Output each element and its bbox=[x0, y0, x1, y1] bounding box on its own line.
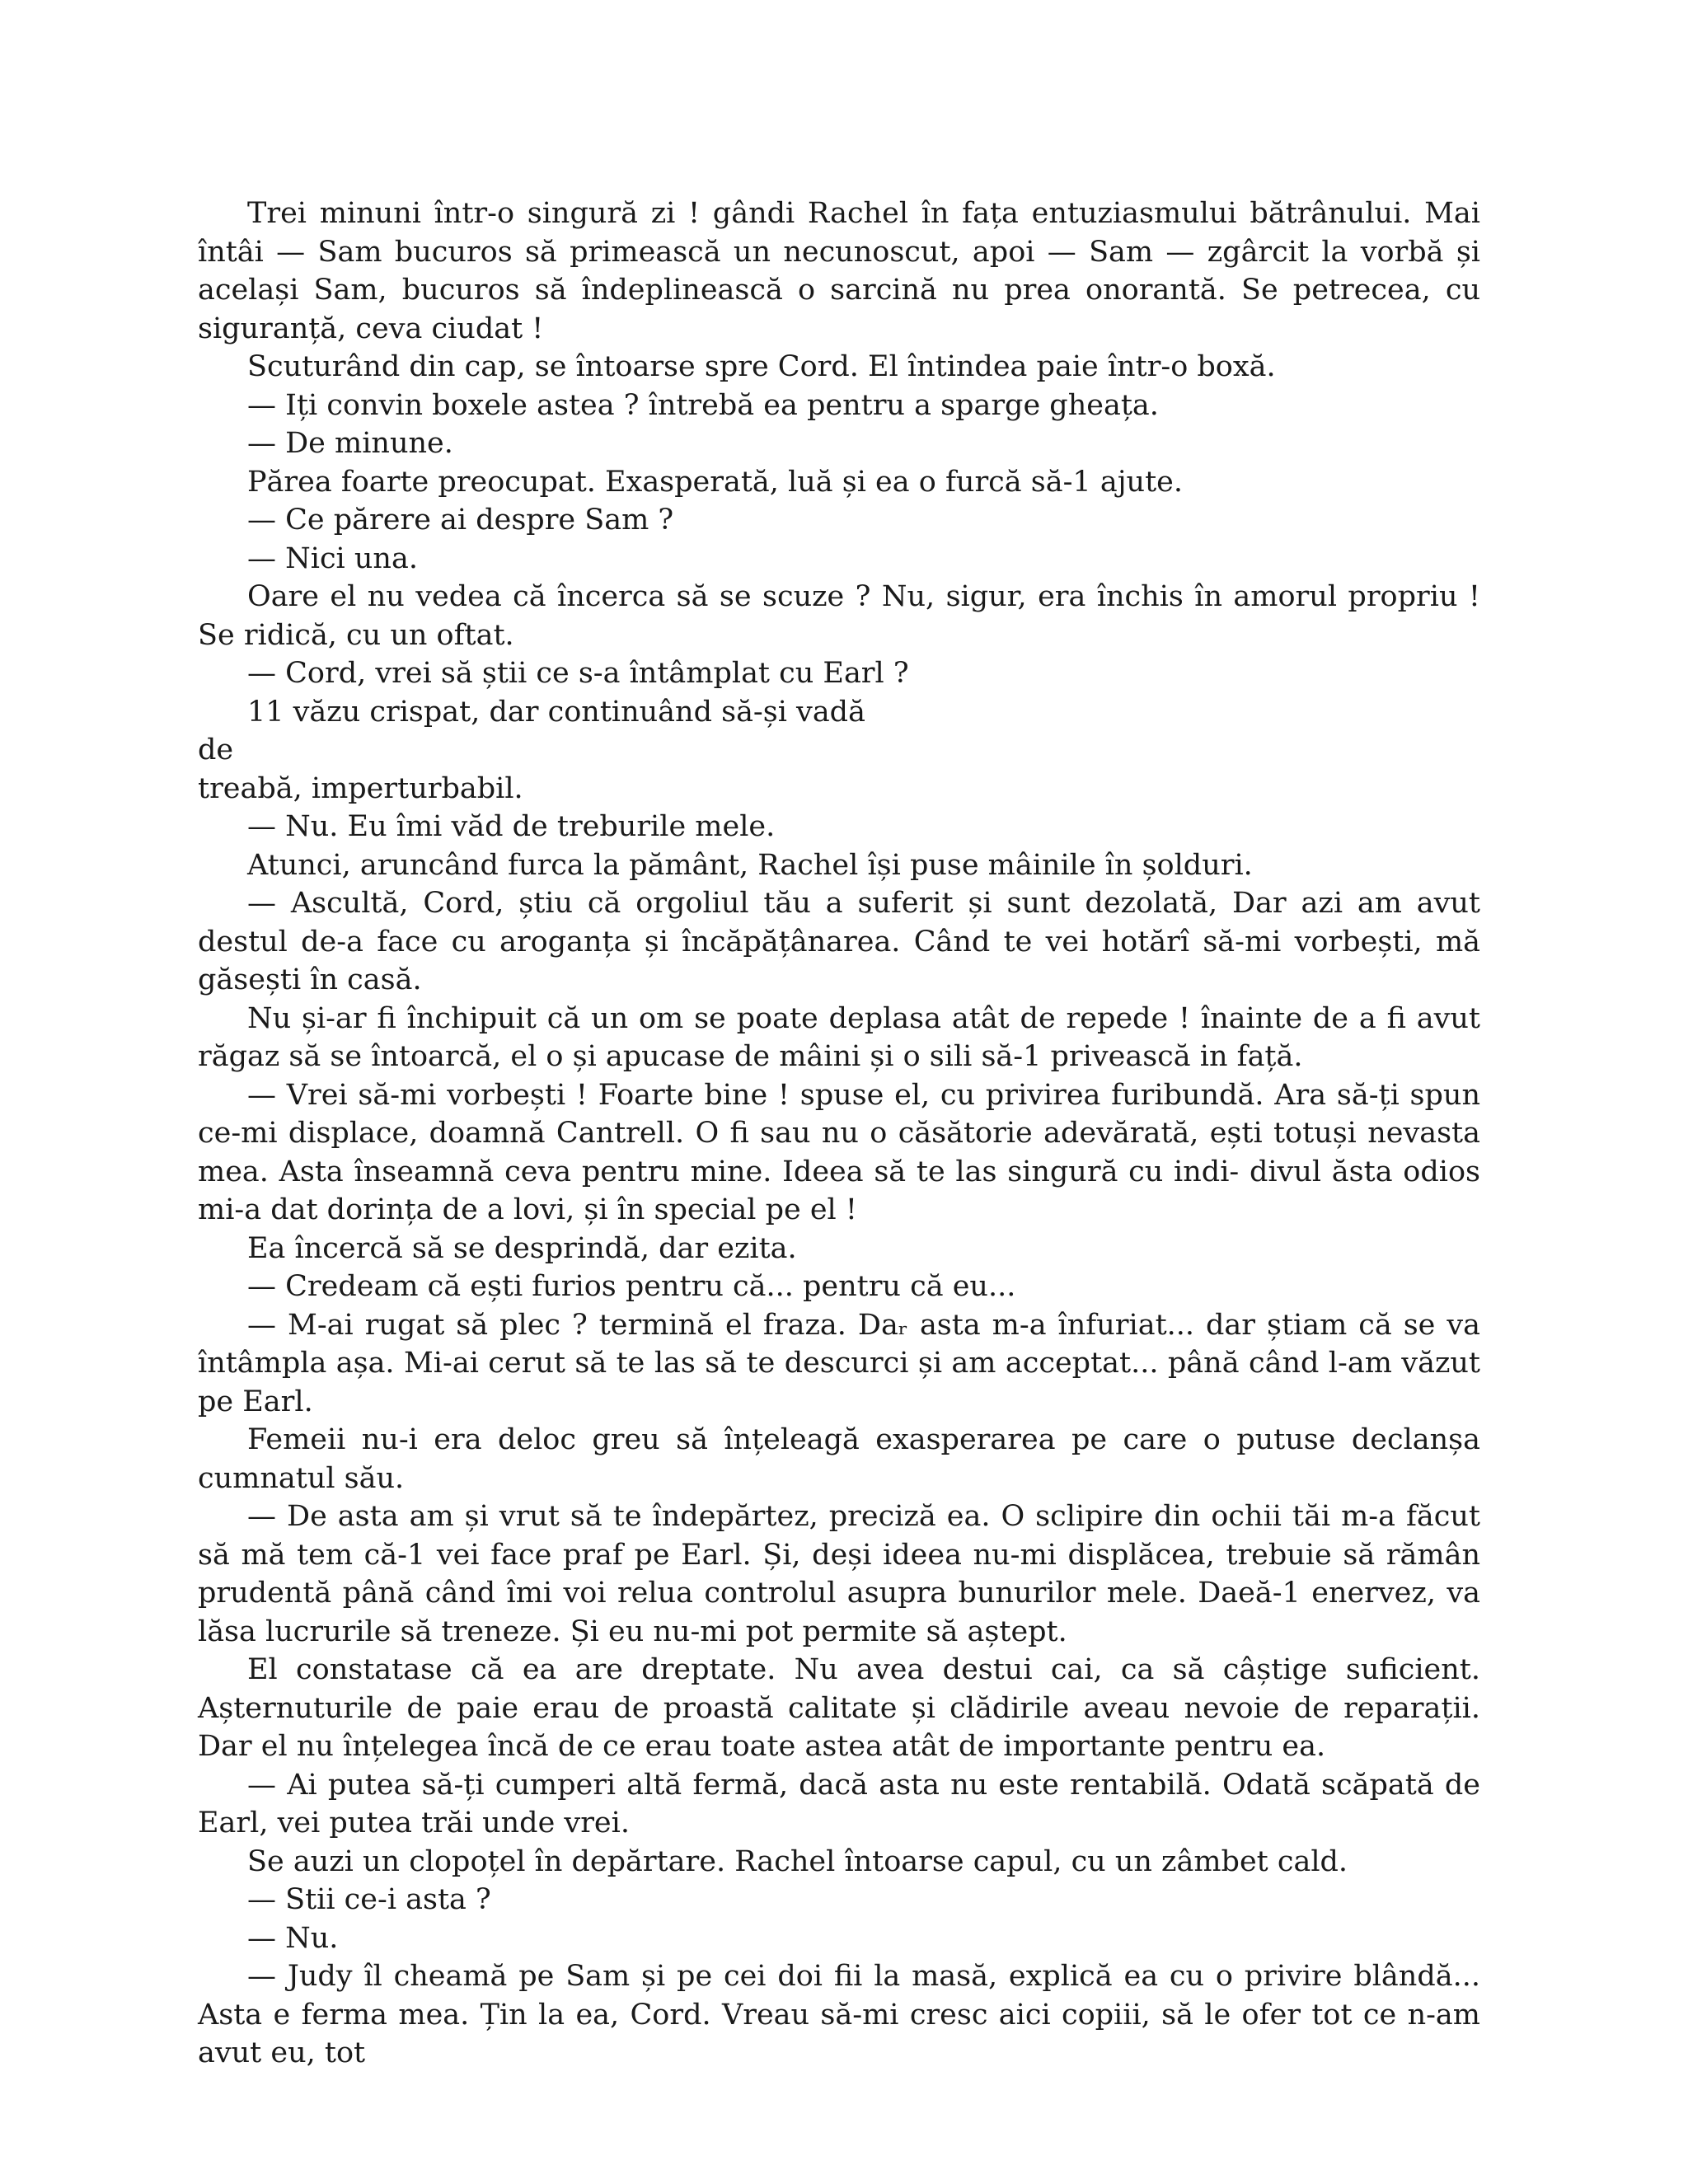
dialogue-line: — Nici una. bbox=[247, 541, 418, 575]
paragraph: Se auzi un clopoțel în depărtare. Rachel întoarse capul, cu un zâmbet cald. bbox=[247, 1844, 1348, 1878]
dialogue-line: — Stii ce-i asta ? bbox=[247, 1883, 491, 1916]
dialogue-line: — M-ai rugat să plec ? termină el fraza. Daᵣ asta m-a înfuriat... dar știam că se va întâmpla așa. Mi-ai cerut să te las să te descurci și am acceptat... până când l-am văzut pe Earl. bbox=[198, 1308, 1480, 1418]
dialogue-line: — Vrei să-mi vorbești ! Foarte bine ! spuse el, cu privirea furibundă. Ara să-ți spun ce-mi displace, doamnă Cantrell. O fi sau nu o căsătorie adevărată, ești totuși nevasta mea. Asta înseamnă ceva pentru mine. Ideea să te las singură cu indi- divul ăsta odios mi-a dat dorința de a lovi, și în special pe el ! bbox=[198, 1078, 1480, 1226]
paragraph: Părea foarte preocupat. Exasperată, luă și ea o furcă să-1 ajute. bbox=[247, 465, 1183, 499]
paragraph: Oare el nu vedea că încerca să se scuze ? Nu, sigur, era închis în amorul propriu ! Se ridică, cu un oftat. bbox=[198, 580, 1480, 652]
paragraph: Femeii nu-i era deloc greu să înțeleagă exasperarea pe care o putuse declanșa cumnatul său. bbox=[198, 1423, 1480, 1495]
paragraph: El constatase că ea are dreptate. Nu avea destui cai, ca să câștige suficient. Așternuturile de paie erau de proastă calitate și clădirile aveau nevoie de reparații. Dar el nu înțelegea încă de ce erau toate astea atât de importante pentru ea. bbox=[198, 1653, 1480, 1763]
paragraph: Ea încercă să se desprindă, dar ezita. bbox=[247, 1231, 797, 1265]
document-page bbox=[198, 194, 1480, 2073]
dialogue-line: — Credeam că ești furios pentru că... pentru că eu... bbox=[247, 1270, 1016, 1303]
dialogue-line: — Ai putea să-ți cumperi altă fermă, dacă asta nu este rentabilă. Odată scăpată de Earl, vei putea trăi unde vrei. bbox=[198, 1768, 1480, 1840]
paragraph: Atunci, aruncând furca la pământ, Rachel își puse mâinile în șolduri. bbox=[247, 848, 1253, 882]
paragraph: Trei minuni într-o singură zi ! gândi Rachel în fața entuziasmului bătrânului. Mai întâi — Sam bucuros să primească un necunoscut, apoi — Sam — zgârcit la vorbă și același Sam, bucuros să îndeplinească o sarcină nu prea onorantă. Se petrecea, cu siguranță, ceva ciudat ! bbox=[198, 197, 1480, 345]
dialogue-line: — Iți convin boxele astea ? întrebă ea pentru a sparge gheața. bbox=[247, 388, 1159, 422]
dialogue-line: — De asta am și vrut să te îndepărtez, preciză ea. O sclipire din ochii tăi m-a făcut să mă tem că-1 vei face praf pe Earl. Și, deși ideea nu-mi displăcea, trebuie să rămân prudentă până când îmi voi relua controlul asupra bunurilor mele. Daeă-1 enervez, va lăsa lucrurile să treneze. Și eu nu-mi pot permite să aștept. bbox=[198, 1500, 1480, 1648]
dialogue-line: — Judy îl cheamă pe Sam și pe cei doi fii la masă, explică ea cu o privire blândă... Asta e ferma mea. Țin la ea, Cord. Vreau să-mi cresc aici copiii, să le ofer tot ce n-am avut eu, tot bbox=[198, 1960, 1480, 2069]
dialogue-line: — De minune. bbox=[247, 427, 453, 460]
dialogue-line: — Nu. Eu îmi văd de treburile mele. bbox=[247, 810, 776, 843]
dialogue-line: — Nu. bbox=[247, 1921, 339, 1955]
dialogue-line: — Ascultă, Cord, știu că orgoliul tău a suferit și sunt dezolată, Dar azi am avut destul de-a face cu aroganța și încăpățânarea. Când te vei hotărî să-mi vorbești, mă găsești în casă. bbox=[198, 887, 1480, 996]
paragraph: Scuturând din cap, se întoarse spre Cord. El întindea paie într-o boxă. bbox=[247, 350, 1276, 383]
dialogue-line: — Ce părere ai despre Sam ? bbox=[247, 504, 674, 537]
dialogue-line: — Cord, vrei să știi ce s-a întâmplat cu Earl ? bbox=[247, 657, 909, 690]
paragraph: treabă, imperturbabil. bbox=[198, 771, 523, 805]
paragraph: Nu și-ar fi închipuit că un om se poate deplasa atât de repede ! înainte de a fi avut răgaz să se întoarcă, el o și apucase de mâini și o sili să-1 privească in față. bbox=[198, 1001, 1480, 1073]
paragraph: 11 văzu crispat, dar continuând să-și vadă de bbox=[198, 695, 865, 766]
